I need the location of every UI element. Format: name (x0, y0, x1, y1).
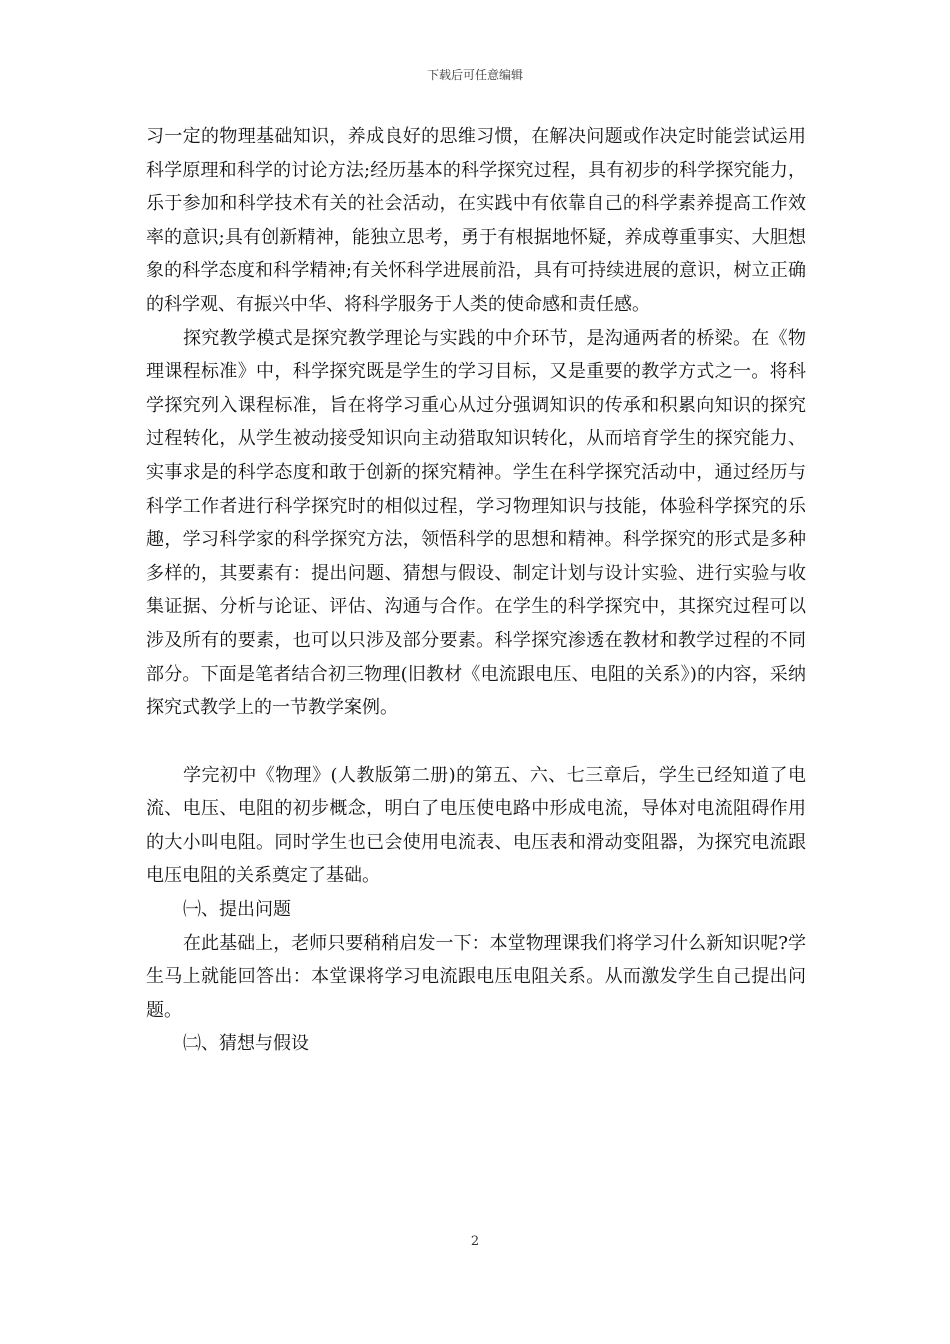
paragraph-student-background: 学完初中《物理》(人教版第二册)的第五、六、七三章后，学生已经知道了电流、电压、电阻的初步概念，明白了电压使电路中形成电流，导体对电流阻碍作用的大小叫电阻。同时学生也已会使用电流表、电压表和滑动变阻器，为探究电流跟电压电阻的关系奠定了基础。 (146, 764, 806, 887)
document-body (146, 120, 806, 1061)
page-header: 下载后可任意编辑 (426, 68, 523, 82)
paragraph-continuation: 习一定的物理基础知识，养成良好的思维习惯，在解决问题或作决定时能尝试运用科学原理和科学的讨论方法;经历基本的科学探究过程，具有初步的科学探究能力，乐于参加和科学技术有关的社会活动，在实践中有依靠自己的科学素养提高工作效率的意识;具有创新精神，能独立思考，勇于有根据地怀疑，养成尊重事实、大胆想象的科学态度和科学精神;有关怀科学进展前沿，具有可持续进展的意识，树立正确的科学观、有振兴中华、将科学服务于人类的使命感和责任感。 (146, 126, 806, 315)
page-number: 2 (470, 1234, 480, 1249)
paragraph-teacher-prompt: 在此基础上，老师只要稍稍启发一下：本堂物理课我们将学习什么新知识呢?学生马上就能回答出：本堂课将学习电流跟电压电阻关系。从而激发学生自己提出问题。 (146, 932, 806, 1021)
section-heading-hypothesis: ㈡、猜想与假设 (183, 1033, 309, 1055)
paragraph-inquiry-teaching: 探究教学模式是探究教学理论与实践的中介环节，是沟通两者的桥梁。在《物理课程标准》中，科学探究既是学生的学习目标，又是重要的教学方式之一。将科学探究列入课程标准，旨在将学习重心从过分强调知识的传承和积累向知识的探究过程转化，从学生被动接受知识向主动猎取知识转化，从而培育学生的探究能力、实事求是的科学态度和敢于创新的探究精神。学生在科学探究活动中，通过经历与科学工作者进行科学探究时的相似过程，学习物理知识与技能，体验科学探究的乐趣，学习科学家的科学探究方法，领悟科学的思想和精神。科学探究的形式是多种多样的，其要素有：提出问题、猜想与假设、制定计划与设计实验、进行实验与收集证据、分析与论证、评估、沟通与合作。在学生的科学探究中，其探究过程可以涉及所有的要素，也可以只涉及部分要素。科学探究渗透在教材和教学过程的不同部分。下面是笔者结合初三物理(旧教材《电流跟电压、电阻的关系》)的内容，采纳探究式教学上的一节教学案例。 (146, 327, 806, 719)
section-heading-raise-question: ㈠、提出问题 (183, 899, 291, 921)
